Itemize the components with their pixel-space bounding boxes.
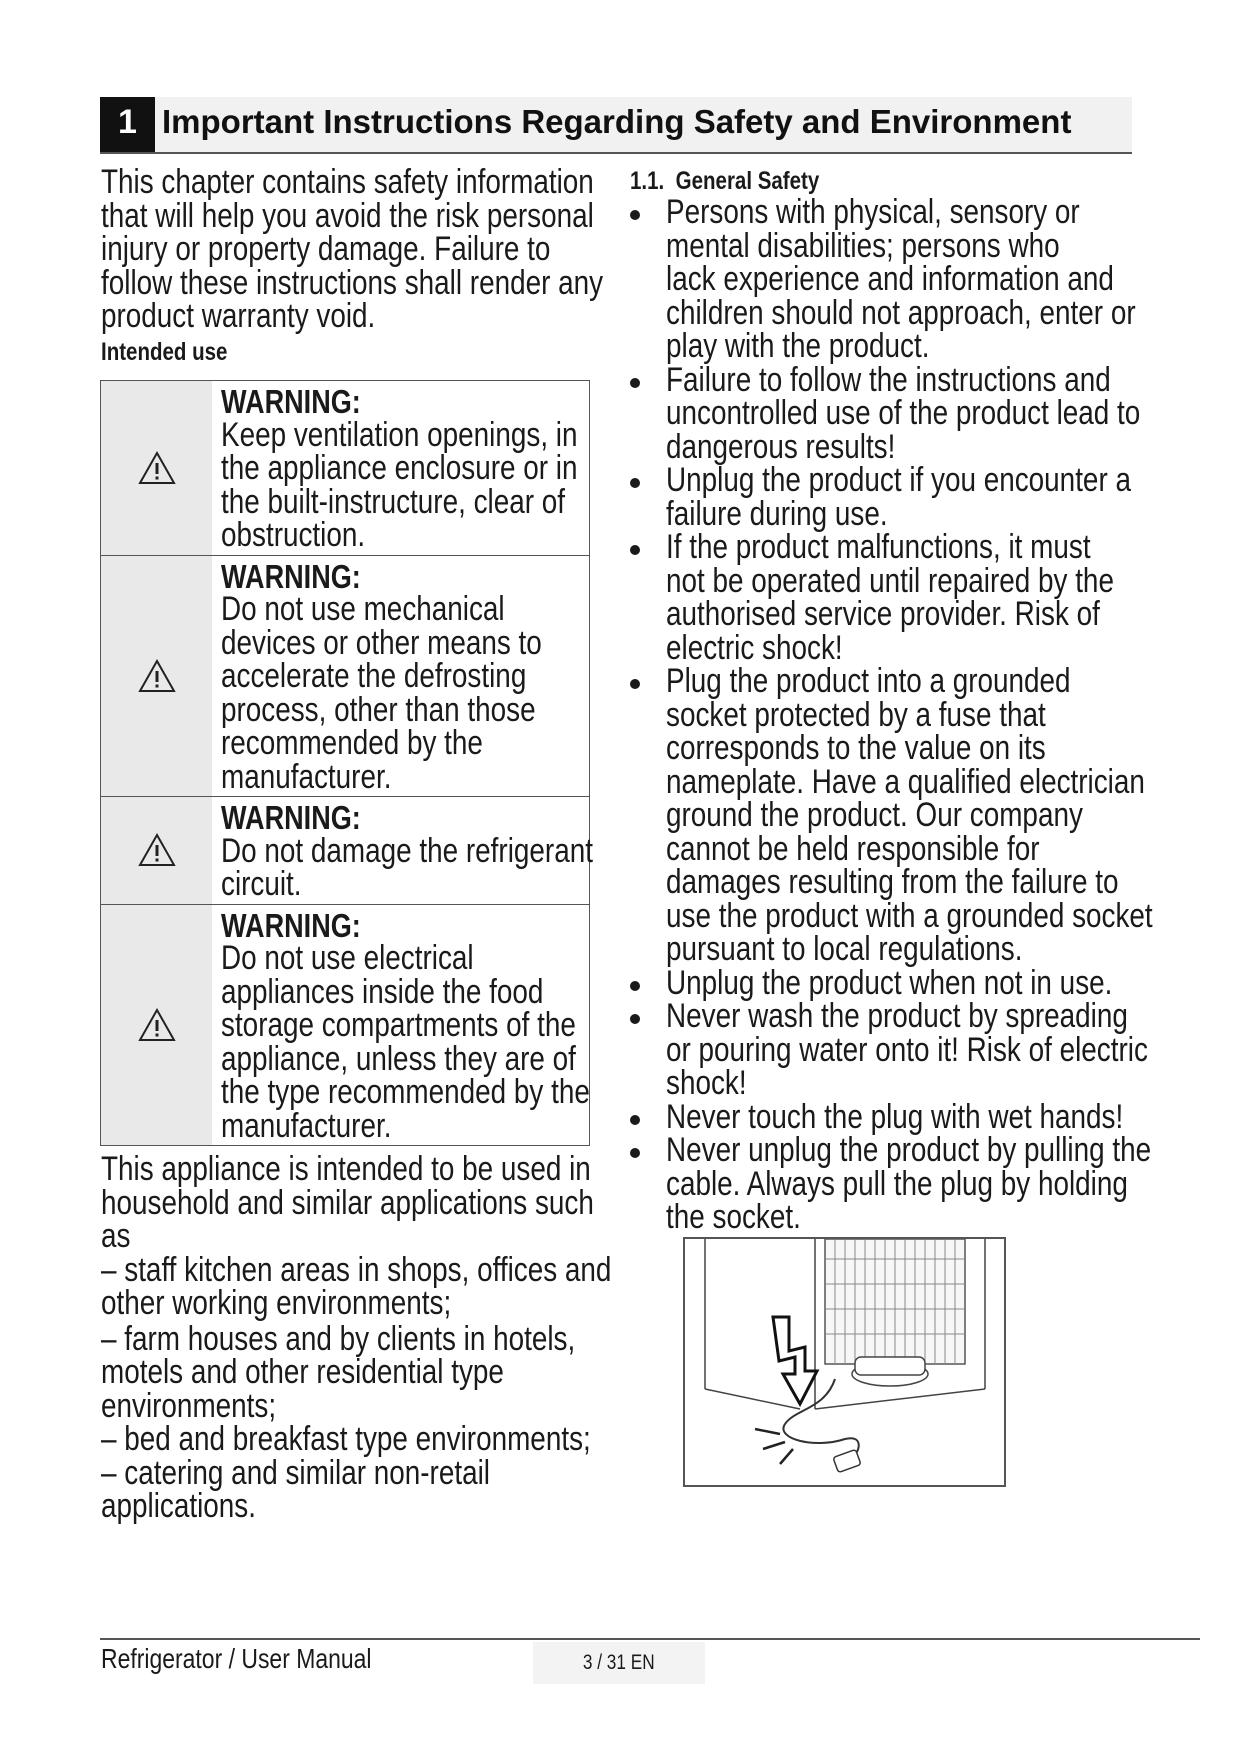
page-number-text: 3 / 31 EN bbox=[583, 1651, 655, 1674]
bullet-line: lack experience and information and bbox=[666, 260, 1114, 298]
page-number bbox=[533, 1642, 705, 1684]
bullet-icon bbox=[630, 679, 640, 689]
bullet-line: nameplate. Have a qualified electrician bbox=[666, 762, 1145, 801]
bullet-icon bbox=[630, 210, 640, 220]
warning-line: manufacturer. bbox=[221, 1106, 392, 1145]
bullet-line: damages resulting from the failure to bbox=[666, 863, 1119, 901]
bullet-icon bbox=[630, 478, 640, 488]
bullet-line: Unplug the product if you encounter a bbox=[666, 461, 1131, 499]
bullet-line: children should not approach, enter or bbox=[666, 293, 1136, 332]
warning-title: WARNING: bbox=[221, 799, 361, 836]
bullet-line: Never touch the plug with wet hands! bbox=[666, 1097, 1124, 1136]
warning-line: the appliance enclosure or in bbox=[221, 449, 578, 487]
chapter-header bbox=[100, 97, 1132, 154]
intended-use-heading: Intended use bbox=[101, 337, 228, 366]
bullet-line: authorised service provider. Risk of bbox=[666, 595, 1100, 633]
warning-triangle-icon bbox=[138, 1008, 176, 1042]
bullet-line: play with the product. bbox=[666, 327, 930, 365]
bullet-line: shock! bbox=[666, 1064, 747, 1102]
intro-paragraph bbox=[101, 163, 604, 335]
bullet-line: failure during use. bbox=[666, 494, 888, 533]
bullet-line: electric shock! bbox=[666, 628, 843, 667]
usage-line: as bbox=[101, 1217, 131, 1255]
safety-bullet bbox=[630, 193, 1150, 365]
warning-line: obstruction. bbox=[221, 516, 366, 554]
bullet-line: the socket. bbox=[666, 1198, 801, 1236]
warning-row bbox=[101, 905, 589, 1146]
safety-bullet bbox=[630, 528, 1150, 667]
bullet-line: Persons with physical, sensory or bbox=[666, 193, 1080, 231]
general-safety-section bbox=[630, 166, 1153, 1236]
warning-line: Keep ventilation openings, in bbox=[221, 415, 578, 454]
safety-bullet bbox=[630, 1097, 1150, 1136]
bullet-line: If the product malfunctions, it must bbox=[666, 528, 1091, 566]
intro-line: This chapter contains safety information bbox=[101, 163, 594, 201]
warning-line: accelerate the defrosting bbox=[221, 657, 527, 695]
bullet-line: ground the product. Our company bbox=[666, 796, 1083, 834]
bullet-line: Unplug the product when not in use. bbox=[666, 963, 1113, 1002]
intro-line: product warranty void. bbox=[101, 297, 376, 335]
safety-bullet bbox=[630, 963, 1150, 1002]
warning-line: appliance, unless they are of bbox=[221, 1039, 576, 1078]
usage-line: environments; bbox=[101, 1386, 277, 1425]
bullet-line: Never unplug the product by pulling the bbox=[666, 1131, 1152, 1169]
warning-triangle-icon bbox=[138, 833, 176, 867]
warning-line: Do not damage the refrigerant bbox=[221, 831, 593, 870]
bullet-line: Plug the product into a grounded bbox=[666, 662, 1071, 700]
bullet-icon bbox=[630, 378, 640, 388]
bullet-line: socket protected by a fuse that bbox=[666, 695, 1046, 734]
warning-title: WARNING: bbox=[221, 557, 361, 595]
warning-row bbox=[101, 797, 593, 905]
bullet-icon bbox=[630, 1115, 640, 1125]
bullet-line: cable. Always pull the plug by holding bbox=[666, 1164, 1128, 1203]
bullet-line: cannot be held responsible for bbox=[666, 829, 1040, 868]
usage-line: motels and other residential type bbox=[101, 1353, 504, 1391]
safety-bullet bbox=[630, 461, 1150, 533]
section-heading bbox=[630, 166, 1150, 196]
warning-line: recommended by the bbox=[221, 724, 483, 762]
chapter-number: 1 bbox=[100, 97, 155, 152]
intro-line: follow these instructions shall render any bbox=[101, 263, 604, 302]
warning-row bbox=[101, 381, 589, 556]
usage-line: – catering and similar non-retail bbox=[101, 1453, 490, 1492]
bullet-line: or pouring water onto it! Risk of electric bbox=[666, 1030, 1148, 1069]
unplug-illustration bbox=[683, 1237, 1006, 1487]
safety-bullet bbox=[630, 662, 1153, 968]
bullet-line: uncontrolled use of the product lead to bbox=[666, 394, 1141, 432]
usage-line: – farm houses and by clients in hotels, bbox=[101, 1319, 576, 1358]
warning-line: Do not use electrical bbox=[221, 939, 474, 977]
warning-line: Do not use mechanical bbox=[221, 590, 505, 628]
warning-line: process, other than those bbox=[221, 690, 536, 729]
bullet-line: Never wash the product by spreading bbox=[666, 997, 1128, 1035]
section-title: General Safety bbox=[675, 167, 820, 195]
bullet-line: Failure to follow the instructions and bbox=[666, 360, 1111, 399]
bullet-line: dangerous results! bbox=[666, 427, 896, 466]
warning-line: storage compartments of the bbox=[221, 1006, 576, 1044]
warning-line: the built-instructure, clear of bbox=[221, 482, 566, 521]
usage-line: other working environments; bbox=[101, 1284, 452, 1322]
refrigerator-plug-illustration bbox=[685, 1239, 1004, 1485]
bullet-line: corresponds to the value on its bbox=[666, 729, 1046, 767]
safety-bullet bbox=[630, 360, 1150, 466]
warning-title: WARNING: bbox=[221, 906, 361, 944]
section-number: 1.1. bbox=[630, 167, 665, 195]
bullet-icon bbox=[630, 545, 640, 555]
usage-line: This appliance is intended to be used in bbox=[101, 1150, 591, 1188]
safety-bullet bbox=[630, 1131, 1152, 1236]
warning-triangle-icon bbox=[138, 659, 176, 693]
usage-line: applications. bbox=[101, 1487, 256, 1525]
warning-line: devices or other means to bbox=[221, 623, 542, 662]
usage-line: household and similar applications such bbox=[101, 1183, 594, 1222]
usage-paragraph bbox=[101, 1150, 612, 1525]
chapter-title: Important Instructions Regarding Safety and Environment bbox=[162, 103, 1072, 140]
bullet-line: mental disabilities; persons who bbox=[666, 226, 1060, 265]
intro-section bbox=[101, 163, 604, 368]
bullet-line: not be operated until repaired by the bbox=[666, 561, 1114, 600]
bullet-icon bbox=[630, 981, 640, 991]
warning-row bbox=[101, 556, 589, 798]
warning-line: appliances inside the food bbox=[221, 972, 544, 1011]
bullet-icon bbox=[630, 1148, 640, 1158]
footer-divider bbox=[100, 1638, 1200, 1640]
intro-line: that will help you avoid the risk personal bbox=[101, 196, 594, 235]
bullet-line: use the product with a grounded socket bbox=[666, 896, 1153, 935]
usage-line: – staff kitchen areas in shops, offices and bbox=[101, 1250, 612, 1289]
warning-line: manufacturer. bbox=[221, 757, 392, 796]
warning-triangle-icon bbox=[138, 451, 176, 485]
bullet-icon bbox=[630, 1014, 640, 1024]
safety-bullet bbox=[630, 997, 1150, 1102]
warning-line: the type recommended by the bbox=[221, 1073, 590, 1111]
footer-title-text: Refrigerator / User Manual bbox=[101, 1643, 372, 1674]
warning-title: WARNING: bbox=[221, 383, 361, 420]
footer-title bbox=[101, 1643, 431, 1675]
bullet-line: pursuant to local regulations. bbox=[666, 930, 1023, 968]
warning-table bbox=[100, 380, 593, 1146]
intro-line: injury or property damage. Failure to bbox=[101, 230, 551, 268]
warning-line: circuit. bbox=[221, 865, 302, 903]
usage-line: – bed and breakfast type environments; bbox=[101, 1420, 591, 1458]
